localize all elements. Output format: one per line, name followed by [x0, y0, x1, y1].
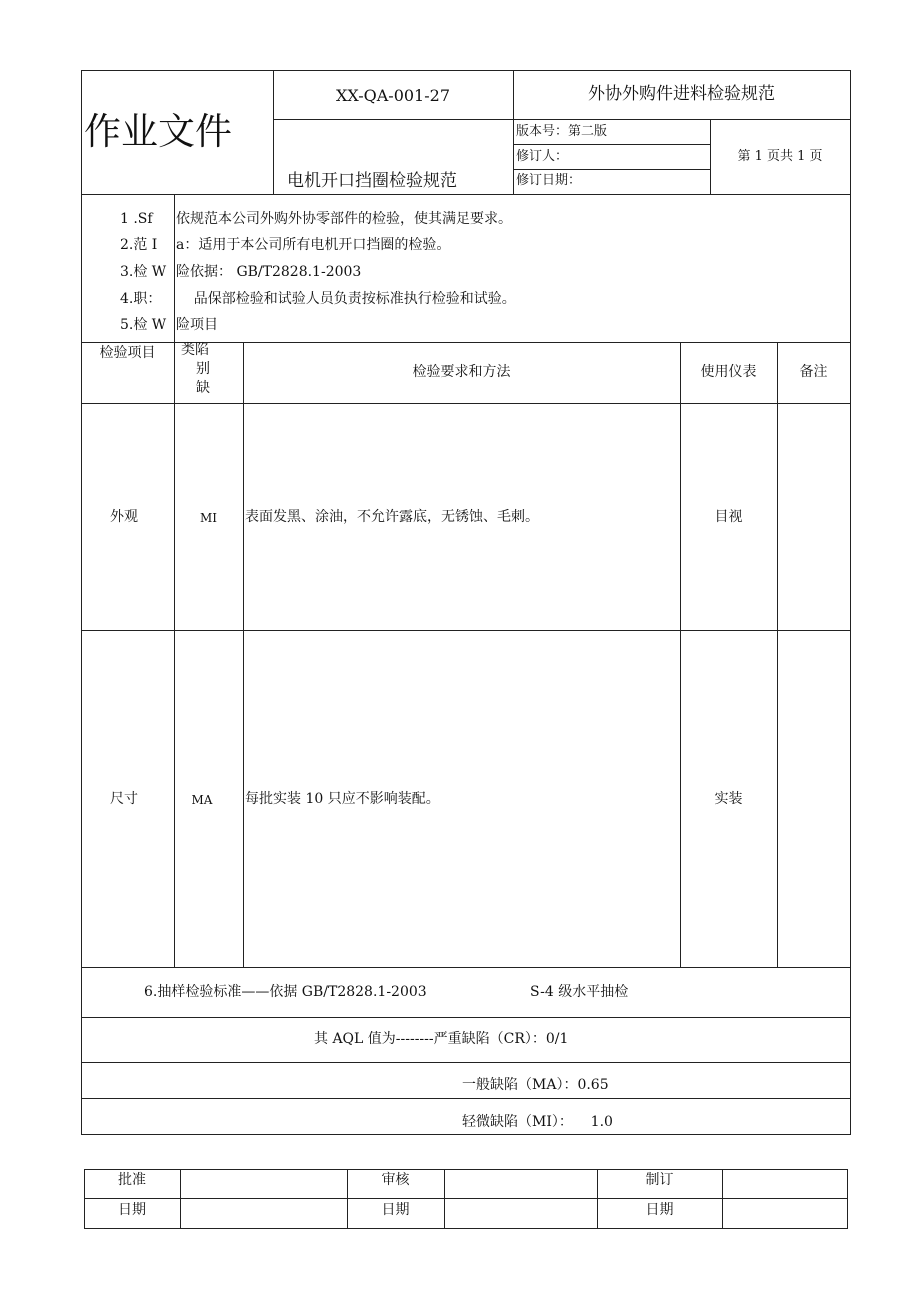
- review-label: 审核: [381, 1172, 410, 1188]
- intro-number: 5.检 W: [120, 317, 167, 333]
- intro-number: 4.职：: [120, 291, 162, 307]
- sampling-standard: 6.抽样检验标准——依据 GB/T2828.1-2003: [144, 984, 427, 1000]
- intro-number: 3.检 W: [120, 264, 167, 280]
- row-instrument: 实装: [714, 791, 743, 807]
- review-date-label: 日期: [381, 1202, 410, 1218]
- row-class: MI: [199, 511, 218, 525]
- row-instrument: 目视: [714, 509, 743, 525]
- approve-date-label: 日期: [118, 1202, 146, 1218]
- version-label: 版本号：第二版: [516, 124, 608, 139]
- aql-critical: 其 AQL 值为--------严重缺陷（CR）：0/1: [314, 1031, 569, 1047]
- prepare-label: 制订: [645, 1172, 674, 1188]
- header-instrument: 使用仪表: [700, 364, 757, 380]
- header-defect-class: 别: [196, 361, 210, 377]
- header-inspection-item: 检验项目: [99, 345, 156, 361]
- row-class: MA: [191, 793, 213, 807]
- header-defect-class: 缺: [196, 380, 210, 396]
- intro-text: 险项目: [176, 317, 218, 333]
- header-method: 检验要求和方法: [412, 364, 511, 380]
- aql-major: 一般缺陷（MA）：0.65: [462, 1077, 609, 1093]
- row-item: 尺寸: [110, 791, 138, 807]
- intro-number: 2.范 I: [120, 237, 158, 253]
- row-item: 外观: [110, 509, 138, 525]
- intro-text: 依规范本公司外购外协零部件的检验，使其满足要求。: [176, 211, 512, 227]
- page-info: 第 1 页共 1 页: [737, 149, 823, 164]
- document-main-title: 作业文件: [84, 110, 232, 153]
- spec-title: 电机开口挡圈检验规范: [287, 171, 457, 191]
- revision-date-label: 修订日期：: [516, 173, 582, 188]
- document-number: XX-QA-001-27: [336, 86, 450, 105]
- intro-text: 品保部检验和试验人员负责按标准执行检验和试验。: [176, 291, 516, 307]
- intro-number: 1 .Sf: [120, 211, 153, 227]
- aql-minor: 轻微缺陷（MI）： 1.0: [462, 1114, 613, 1130]
- reviser-label: 修订人：: [516, 149, 569, 164]
- row-method: 每批实装 10 只应不影响装配。: [245, 791, 440, 807]
- prepare-date-label: 日期: [645, 1202, 674, 1218]
- header-defect-class: 类陷: [181, 342, 209, 358]
- sampling-level: S-4 级水平抽检: [530, 984, 629, 1000]
- row-method: 表面发黑、涂油，不允许露底，无锈蚀、毛刺。: [245, 509, 539, 525]
- intro-text: 险依据： GB/T2828.1-2003: [176, 264, 362, 280]
- approve-label: 批准: [118, 1172, 146, 1188]
- category-title: 外协外购件进料检验规范: [588, 84, 775, 104]
- header-remark: 备注: [799, 364, 828, 380]
- intro-text: a：适用于本公司所有电机开口挡圈的检验。: [176, 237, 451, 253]
